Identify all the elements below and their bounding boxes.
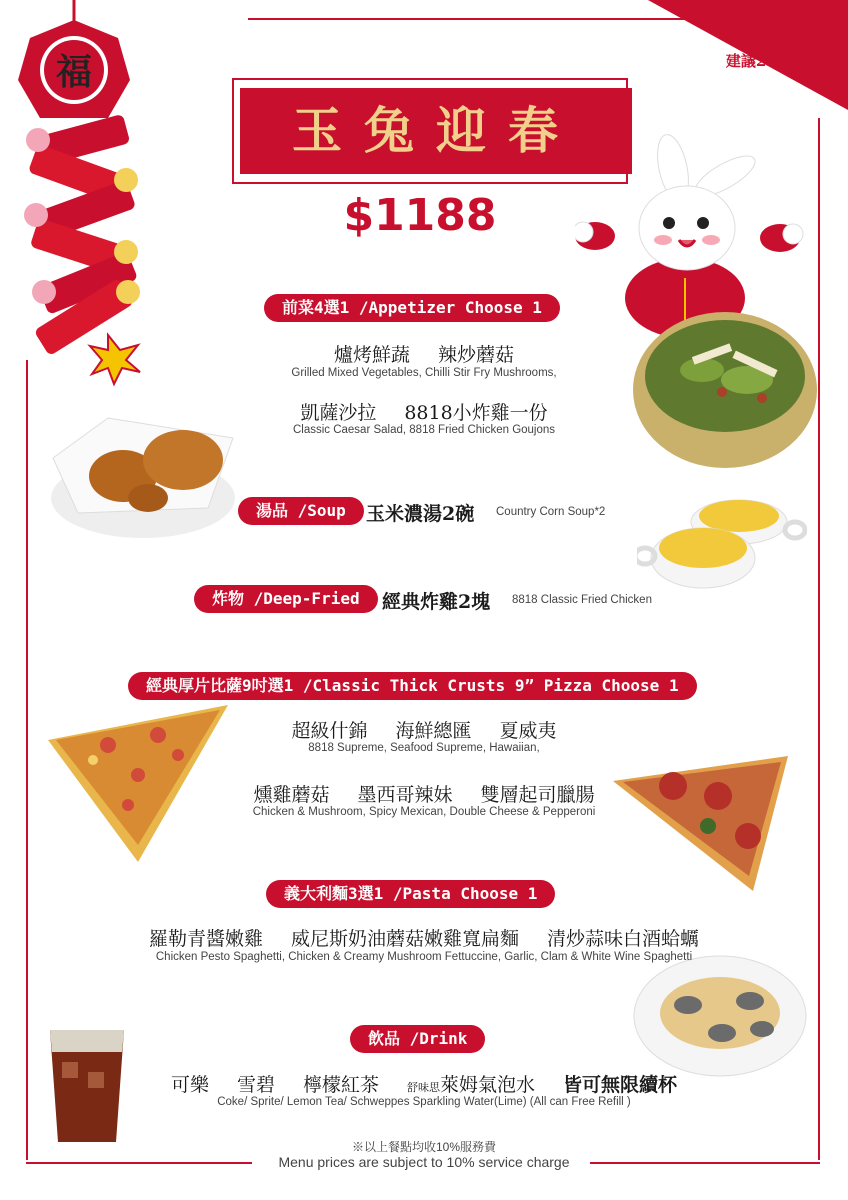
rabbit-mascot-icon: [575, 128, 805, 338]
menu-item-spicy-mexican-pizza: 墨西哥辣妹: [357, 784, 453, 806]
service-charge-note-en: Menu prices are subject to 10% service charge: [278, 1154, 570, 1170]
menu-item-corn-soup: 玉米濃湯2碗: [366, 503, 475, 525]
appetizer-header: 前菜4選1 /Appetizer Choose 1: [264, 294, 560, 322]
pasta-line-en: Chicken Pesto Spaghetti, Chicken & Creamy Mushroom Fettuccine, Garlic, Clam & White Wine Spaghetti: [155, 951, 693, 963]
menu-item-coke: 可樂: [170, 1074, 209, 1096]
menu-item-chilli-mushrooms: 辣炒蘑菇: [438, 344, 515, 366]
menu-item-pesto-spaghetti: 羅勒青醬嫩雞: [148, 928, 263, 950]
appetizer-line-1: [0, 340, 848, 367]
fried-header: 炸物 /Deep-Fried: [194, 585, 378, 613]
appetizer-line-2-en: Classic Caesar Salad, 8818 Fried Chicken Goujons: [292, 424, 556, 436]
page-title: 玉兔迎春: [240, 88, 632, 174]
set-price: $1188: [343, 190, 497, 241]
pasta-line: [0, 924, 848, 951]
menu-item-mushroom-fettuccine: 威尼斯奶油蘑菇嫩雞寬扁麵: [290, 928, 519, 950]
frame-left-line: [26, 360, 28, 1160]
menu-item-grilled-vegetables: 爐烤鮮蔬: [333, 344, 410, 366]
menu-item-fried-chicken-en: 8818 Classic Fried Chicken: [512, 594, 652, 606]
appetizer-line-2: [0, 398, 848, 425]
appetizer-line-1-en: Grilled Mixed Vegetables, Chilli Stir Fry Mushrooms,: [291, 367, 557, 379]
menu-item-chicken-mushroom-pizza: 燻雞蘑菇: [253, 784, 330, 806]
menu-item-lime-sparkling-water: 萊姆氣泡水: [440, 1074, 536, 1096]
menu-item-fried-chicken: 經典炸雞2塊: [382, 591, 491, 613]
pepperoni-pizza-image: [613, 756, 798, 891]
menu-item-supreme-pizza: 超級什錦: [291, 720, 368, 742]
menu-item-chicken-goujons: 8818小炸雞一份: [404, 402, 548, 424]
fortune-badge: 福: [55, 51, 93, 93]
menu-item-lemon-tea: 檸檬紅茶: [302, 1074, 379, 1096]
drink-line: [0, 1070, 848, 1097]
drink-brand-prefix: 舒味思: [407, 1081, 440, 1094]
pizza-header: 經典厚片比薩9吋選1 /Classic Thick Crusts 9” Pizza Choose 1: [128, 672, 697, 700]
caesar-salad-image: [632, 310, 818, 470]
clam-pasta-image: [632, 955, 808, 1077]
drink-header: 飲品 /Drink: [350, 1025, 485, 1053]
menu-item-sprite: 雪碧: [236, 1074, 275, 1096]
menu-item-seafood-pizza: 海鮮總匯: [395, 720, 472, 742]
pizza-line-2: [0, 780, 848, 807]
menu-item-pepperoni-pizza: 雙層起司臘腸: [480, 784, 595, 806]
soup-header: 湯品 /Soup: [238, 497, 364, 525]
menu-item-caesar-salad: 凱薩沙拉: [300, 402, 377, 424]
menu-item-clam-spaghetti: 清炒蒜味白酒蛤蠣: [547, 928, 700, 950]
menu-item-hawaiian-pizza: 夏威夷: [499, 720, 557, 742]
drink-line-en: Coke/ Sprite/ Lemon Tea/ Schweppes Sparkling Water(Lime) (All can Free Refill ): [217, 1096, 631, 1108]
firecracker-icon: [8, 0, 158, 390]
serving-size: 建議2-3人: [725, 52, 798, 70]
pizza-line-2-en: Chicken & Mushroom, Spicy Mexican, Double Cheese & Pepperoni: [252, 806, 596, 818]
pasta-header: 義大利麵3選1 /Pasta Choose 1: [266, 880, 555, 908]
free-refill-note: 皆可無限續杯: [563, 1074, 678, 1096]
corn-soup-image: [637, 490, 807, 596]
frame-right-line: [818, 118, 820, 1160]
pizza-line-1-en: 8818 Supreme, Seafood Supreme, Hawaiian,: [308, 742, 540, 754]
pizza-line-1: [0, 716, 848, 743]
menu-item-corn-soup-en: Country Corn Soup*2: [496, 506, 606, 518]
service-charge-note-cn: ※以上餐點均收10%服務費: [351, 1140, 497, 1154]
